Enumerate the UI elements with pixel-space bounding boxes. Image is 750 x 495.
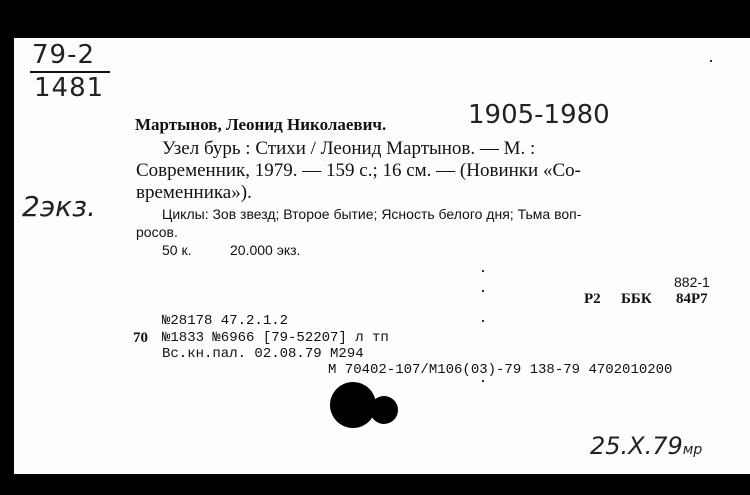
bbk-label: ББК (621, 291, 652, 307)
scan-mark (482, 380, 484, 382)
author-years: 1905-1980 (468, 100, 610, 130)
ink-blot-large (330, 382, 376, 428)
catalog-prefix: 70 (133, 330, 148, 346)
description-line-1: Узел бурь : Стихи / Леонид Мартынов. — М. : (162, 138, 536, 159)
scan-mark (482, 290, 484, 292)
call-number-top: 79-2 (32, 40, 96, 70)
catalog-line-4: М 70402-107/М106(03)-79 138-79 4702010200 (328, 362, 673, 378)
scan-mark (482, 270, 484, 272)
scan-mark (482, 320, 484, 322)
catalog-line-2: №1833 №6966 [79-52207] л тп (162, 330, 389, 346)
copies-note: 2экз. (22, 190, 96, 223)
call-number-bottom: 1481 (34, 73, 105, 103)
classification-p2: Р2 (584, 291, 601, 307)
scan-mark (710, 60, 712, 62)
ink-blot-small (370, 396, 398, 424)
classification-code: 882-1 (674, 274, 710, 290)
date-note (590, 432, 702, 460)
contents-line-2: росов. (136, 224, 178, 240)
catalog-line-3: Вс.кн.пал. 02.08.79 М294 (162, 346, 364, 362)
description-line-2: Современник, 1979. — 159 с.; 16 см. — (Новинки «Со- (136, 160, 581, 181)
author-heading: Мартынов, Леонид Николаевич. (135, 115, 387, 134)
price: 50 к. (162, 242, 192, 258)
contents-line-1: Циклы: Зов звезд; Второе бытие; Ясность белого дня; Тьма воп- (162, 206, 582, 222)
print-run: 20.000 экз. (230, 242, 301, 258)
catalog-line-1: №28178 47.2.1.2 (162, 313, 289, 329)
date-value: 25.X.79 (590, 432, 683, 460)
description-line-3: временника»). (136, 182, 252, 203)
date-initials: мр (682, 442, 703, 458)
bbk-value: 84Р7 (676, 291, 708, 307)
